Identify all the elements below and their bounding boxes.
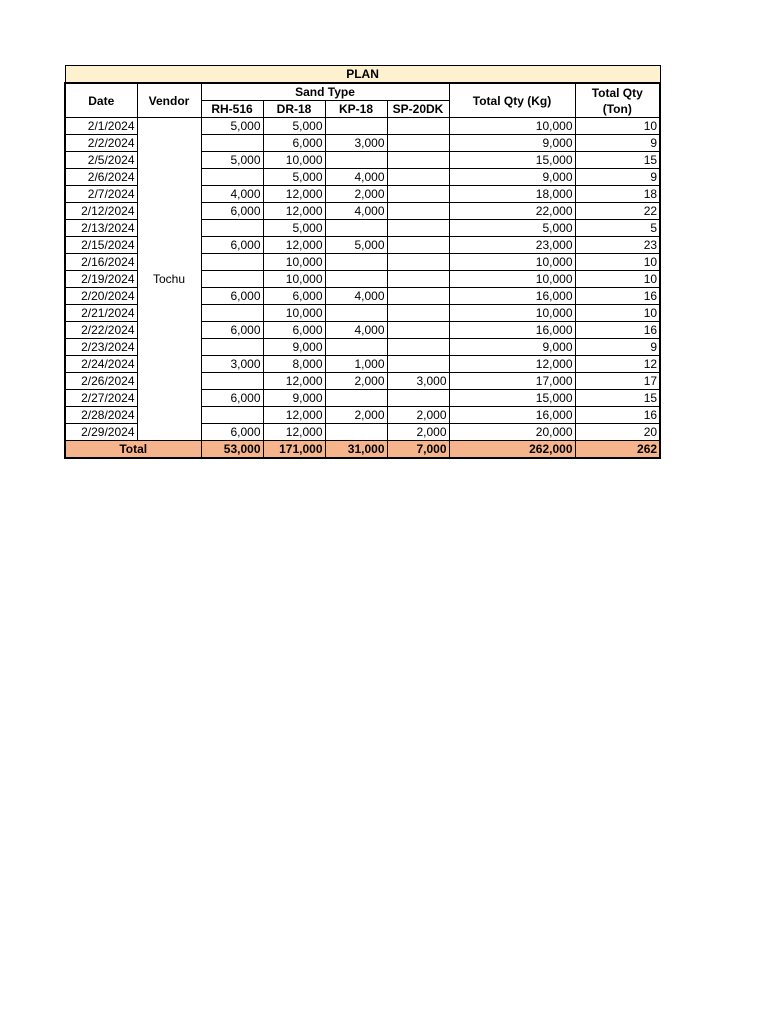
- total-ton-cell: 20: [575, 424, 660, 441]
- total-kg-cell: 9,000: [449, 135, 575, 152]
- date-cell: 2/12/2024: [65, 203, 137, 220]
- total-kg-cell: 17,000: [449, 373, 575, 390]
- page-title: PLAN: [65, 66, 660, 84]
- sp20dk-cell: [387, 186, 449, 203]
- sp20dk-cell: [387, 339, 449, 356]
- header-kp18: KP-18: [325, 101, 387, 118]
- rh516-cell: 6,000: [201, 322, 263, 339]
- rh516-cell: [201, 220, 263, 237]
- rh516-cell: 3,000: [201, 356, 263, 373]
- rh516-cell: 6,000: [201, 203, 263, 220]
- rh516-cell: 6,000: [201, 288, 263, 305]
- total-ton-cell: 12: [575, 356, 660, 373]
- kp18-cell: [325, 254, 387, 271]
- total-label: Total: [65, 441, 201, 459]
- dr18-cell: 5,000: [263, 220, 325, 237]
- header-dr18: DR-18: [263, 101, 325, 118]
- kp18-cell: [325, 152, 387, 169]
- total-kg-cell: 16,000: [449, 407, 575, 424]
- sp20dk-cell: [387, 254, 449, 271]
- total-ton-cell: 9: [575, 339, 660, 356]
- date-cell: 2/21/2024: [65, 305, 137, 322]
- rh516-cell: 6,000: [201, 390, 263, 407]
- total-ton-cell: 10: [575, 254, 660, 271]
- dr18-cell: 12,000: [263, 237, 325, 254]
- total-kg-cell: 15,000: [449, 390, 575, 407]
- dr18-cell: 10,000: [263, 254, 325, 271]
- dr18-cell: 10,000: [263, 305, 325, 322]
- dr18-cell: 6,000: [263, 288, 325, 305]
- dr18-cell: 5,000: [263, 169, 325, 186]
- sp20dk-cell: [387, 305, 449, 322]
- kp18-cell: 4,000: [325, 169, 387, 186]
- total-ton-cell: 23: [575, 237, 660, 254]
- rh516-cell: [201, 339, 263, 356]
- kp18-cell: [325, 390, 387, 407]
- total-ton-cell: 17: [575, 373, 660, 390]
- total-dr18: 171,000: [263, 441, 325, 459]
- sp20dk-cell: [387, 203, 449, 220]
- rh516-cell: 5,000: [201, 152, 263, 169]
- total-ton-cell: 18: [575, 186, 660, 203]
- header-total-ton-line1: Total Qty: [591, 85, 643, 100]
- plan-body: [65, 118, 660, 441]
- kp18-cell: [325, 305, 387, 322]
- total-kg-cell: 9,000: [449, 169, 575, 186]
- header-total-kg: Total Qty (Kg): [449, 83, 575, 118]
- rh516-cell: [201, 305, 263, 322]
- total-ton-cell: 22: [575, 203, 660, 220]
- date-cell: 2/26/2024: [65, 373, 137, 390]
- sp20dk-cell: [387, 152, 449, 169]
- date-cell: 2/5/2024: [65, 152, 137, 169]
- total-ton-cell: 16: [575, 407, 660, 424]
- date-cell: 2/19/2024: [65, 271, 137, 288]
- date-cell: 2/2/2024: [65, 135, 137, 152]
- sp20dk-cell: 2,000: [387, 424, 449, 441]
- total-kg-cell: 23,000: [449, 237, 575, 254]
- dr18-cell: 12,000: [263, 373, 325, 390]
- date-cell: 2/27/2024: [65, 390, 137, 407]
- total-kg-cell: 15,000: [449, 152, 575, 169]
- total-kg-cell: 10,000: [449, 271, 575, 288]
- kp18-cell: [325, 220, 387, 237]
- sp20dk-cell: [387, 237, 449, 254]
- dr18-cell: 9,000: [263, 390, 325, 407]
- total-ton: 262: [575, 441, 660, 459]
- header-sand-type: Sand Type: [201, 83, 449, 101]
- sp20dk-cell: 3,000: [387, 373, 449, 390]
- date-cell: 2/29/2024: [65, 424, 137, 441]
- total-kg: 262,000: [449, 441, 575, 459]
- rh516-cell: [201, 135, 263, 152]
- sp20dk-cell: 2,000: [387, 407, 449, 424]
- total-ton-cell: 16: [575, 322, 660, 339]
- vendor-cell: Tochu: [137, 118, 201, 441]
- total-rh516: 53,000: [201, 441, 263, 459]
- sp20dk-cell: [387, 220, 449, 237]
- header-sp20dk: SP-20DK: [387, 101, 449, 118]
- total-kg-cell: 12,000: [449, 356, 575, 373]
- kp18-cell: [325, 118, 387, 135]
- total-ton-cell: 15: [575, 152, 660, 169]
- sp20dk-cell: [387, 118, 449, 135]
- header-total-ton-line2: (Ton): [602, 101, 632, 116]
- kp18-cell: 4,000: [325, 288, 387, 305]
- date-cell: 2/28/2024: [65, 407, 137, 424]
- kp18-cell: 3,000: [325, 135, 387, 152]
- dr18-cell: 9,000: [263, 339, 325, 356]
- kp18-cell: [325, 271, 387, 288]
- total-kg-cell: 10,000: [449, 254, 575, 271]
- sp20dk-cell: [387, 390, 449, 407]
- total-kg-cell: 18,000: [449, 186, 575, 203]
- kp18-cell: [325, 339, 387, 356]
- dr18-cell: 6,000: [263, 322, 325, 339]
- dr18-cell: 6,000: [263, 135, 325, 152]
- dr18-cell: 10,000: [263, 152, 325, 169]
- plan-table: [64, 65, 661, 459]
- rh516-cell: 6,000: [201, 237, 263, 254]
- date-cell: 2/15/2024: [65, 237, 137, 254]
- sp20dk-cell: [387, 169, 449, 186]
- table-row: [65, 118, 660, 135]
- total-ton-cell: 10: [575, 118, 660, 135]
- sp20dk-cell: [387, 135, 449, 152]
- total-kg-cell: 10,000: [449, 118, 575, 135]
- total-kg-cell: 16,000: [449, 322, 575, 339]
- total-kg-cell: 9,000: [449, 339, 575, 356]
- rh516-cell: 5,000: [201, 118, 263, 135]
- date-cell: 2/16/2024: [65, 254, 137, 271]
- total-sp20dk: 7,000: [387, 441, 449, 459]
- total-kp18: 31,000: [325, 441, 387, 459]
- total-ton-cell: 15: [575, 390, 660, 407]
- rh516-cell: [201, 407, 263, 424]
- date-cell: 2/13/2024: [65, 220, 137, 237]
- kp18-cell: 2,000: [325, 407, 387, 424]
- rh516-cell: [201, 254, 263, 271]
- dr18-cell: 12,000: [263, 186, 325, 203]
- total-kg-cell: 20,000: [449, 424, 575, 441]
- total-ton-cell: 9: [575, 135, 660, 152]
- total-ton-cell: 10: [575, 305, 660, 322]
- date-cell: 2/23/2024: [65, 339, 137, 356]
- header-date: Date: [65, 83, 137, 118]
- kp18-cell: 1,000: [325, 356, 387, 373]
- kp18-cell: 2,000: [325, 186, 387, 203]
- dr18-cell: 12,000: [263, 424, 325, 441]
- header-rh516: RH-516: [201, 101, 263, 118]
- kp18-cell: 2,000: [325, 373, 387, 390]
- dr18-cell: 10,000: [263, 271, 325, 288]
- kp18-cell: 4,000: [325, 203, 387, 220]
- total-kg-cell: 22,000: [449, 203, 575, 220]
- kp18-cell: 4,000: [325, 322, 387, 339]
- rh516-cell: 6,000: [201, 424, 263, 441]
- rh516-cell: [201, 373, 263, 390]
- sp20dk-cell: [387, 288, 449, 305]
- dr18-cell: 12,000: [263, 203, 325, 220]
- rh516-cell: [201, 169, 263, 186]
- rh516-cell: [201, 271, 263, 288]
- kp18-cell: [325, 424, 387, 441]
- total-ton-cell: 10: [575, 271, 660, 288]
- total-kg-cell: 10,000: [449, 305, 575, 322]
- total-kg-cell: 5,000: [449, 220, 575, 237]
- date-cell: 2/7/2024: [65, 186, 137, 203]
- dr18-cell: 12,000: [263, 407, 325, 424]
- sp20dk-cell: [387, 322, 449, 339]
- total-ton-cell: 16: [575, 288, 660, 305]
- total-ton-cell: 5: [575, 220, 660, 237]
- date-cell: 2/22/2024: [65, 322, 137, 339]
- total-row: [65, 441, 660, 459]
- dr18-cell: 5,000: [263, 118, 325, 135]
- header-vendor: Vendor: [137, 83, 201, 118]
- dr18-cell: 8,000: [263, 356, 325, 373]
- kp18-cell: 5,000: [325, 237, 387, 254]
- header-total-ton: [575, 83, 660, 118]
- date-cell: 2/20/2024: [65, 288, 137, 305]
- rh516-cell: 4,000: [201, 186, 263, 203]
- date-cell: 2/1/2024: [65, 118, 137, 135]
- date-cell: 2/24/2024: [65, 356, 137, 373]
- sp20dk-cell: [387, 356, 449, 373]
- date-cell: 2/6/2024: [65, 169, 137, 186]
- total-ton-cell: 9: [575, 169, 660, 186]
- sp20dk-cell: [387, 271, 449, 288]
- total-kg-cell: 16,000: [449, 288, 575, 305]
